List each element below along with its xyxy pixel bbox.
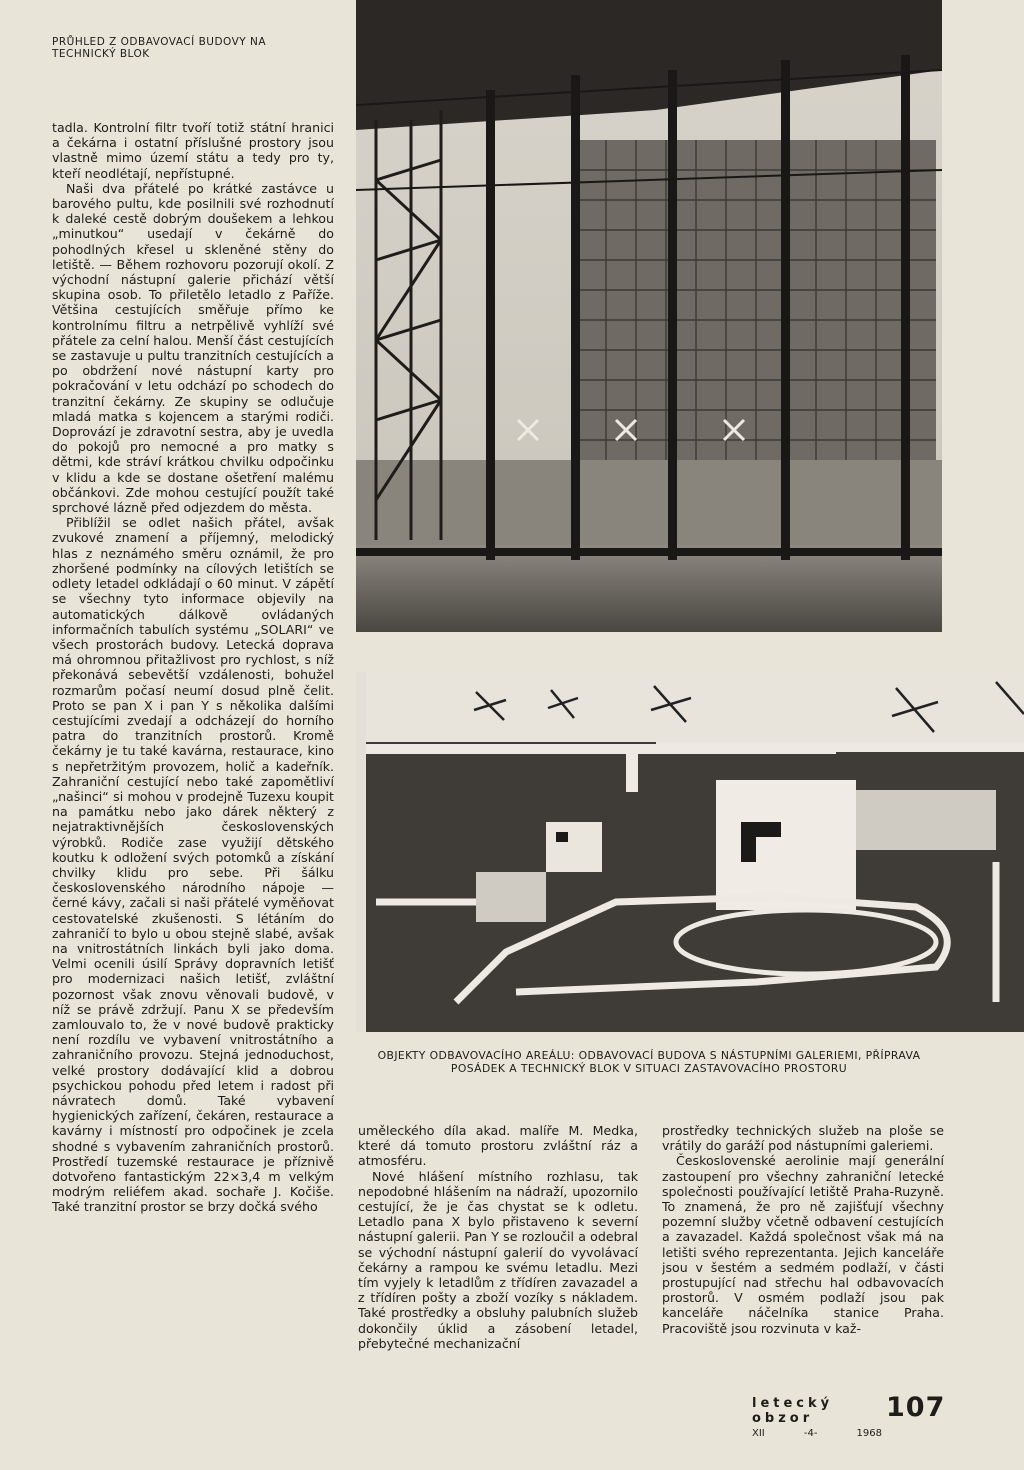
text-column-left [52, 120, 334, 1375]
year: 1968 [856, 1428, 882, 1439]
issue-line [752, 1428, 882, 1439]
text-column-right [662, 1123, 944, 1378]
issue-number: -4- [803, 1428, 818, 1439]
text-column-middle [358, 1123, 638, 1378]
paragraph: Naši dva přátelé po krátké zastávce u barového pultu, kde posilnili své rozhodnutí k daleké cestě dobrým doušekem a lehkou „minutkou“ usedají v čekárně do pohodlných křesel u skleněné stěny do letiště. — Během rozhovoru pozorují okolí. Z východní nástupní galerie přichází větší skupina osob. To přiletělo letadlo z Paříže. Většina cestujících směřuje přímo ke kontrolnímu filtru a netrpělivě vyhlíží své přátele za celní halou. Menší část cestujících se zastavuje u pultu tranzitních cestujících a po obdržení nové nástupní karty pro pokračování v letu odchází po schodech do tranzitní čekárny. Ze skupiny se odlučuje mladá matka s kojencem a starými rodiči. Doprovází je zdravotní sestra, aby je uvedla do pokojů pro nemocné a pro matky s dětmi, kde stráví krátkou chvilku odpočinku v klidu a kde se dostane ošetření malému občánkovi. Zde mohou cestující použít také sprchové lázně před odjezdem do města. [52, 180, 334, 516]
paragraph: uměleckého díla akad. malíře M. Medka, které dá tomuto prostoru zvláštní ráz a atmosféru. [358, 1123, 638, 1169]
magazine-footer [752, 1396, 882, 1439]
site-plan-drawing [356, 672, 1024, 1032]
magazine-name: letecký obzor [752, 1396, 834, 1426]
paragraph: prostředky technických služeb na ploše se vrátily do garáží pod nástupními galeriemi. [662, 1123, 944, 1154]
paragraph: Nové hlášení místního rozhlasu, tak nepodobné hlášením na nádraží, upozornilo cestující, že je čas chystat se k odletu. Letadlo pana X bylo přistaveno k severní nástupní galerii. Pan Y se rozloučil a odebral se východní nástupní galerií do vyvolávací čekárny a rampou ke svému letadlu. Mezi tím vyjely k letadlům z třídíren zavazadel a z třídíren pošty a zboží vozíky s nákladem. Také prostředky a obsluhy palubních služeb dokončily úklid a zásobení letadel, přebytečné mechanizační [358, 1168, 638, 1351]
page-number: 107 [886, 1392, 946, 1423]
terminal-window-photo [356, 0, 942, 632]
paragraph: tadla. Kontrolní filtr tvoří totiž státní hranici a čekárna i ostatní příslušné prostory jsou vlastně mimo území státu a tedy pro ty, kteří neodlétají, nepřístupné. [52, 120, 334, 181]
photo-caption: PRŮHLED Z ODBAVOVACÍ BUDOVY NA TECHNICKÝ BLOK [52, 36, 267, 60]
paragraph: Československé aerolinie mají generální zastoupení pro všechny zahraniční letecké společnosti používající letiště Praha-Ruzyně. To znamená, že pro ně zajišťují všechny pozemní služby včetně odbavení cestujících a zavazadel. Každá společnost však má na letišti svého reprezentanta. Jejich kanceláře jsou v šestém a sedmém podlaží, v části prostupující nad střechu hal odbavovacích prostorů. V osmém podlaží jsou pak kanceláře náčelníka stanice Praha. Pracoviště jsou rozvinuta v kaž- [662, 1153, 944, 1336]
paragraph: Přiblížil se odlet našich přátel, avšak zvukové znamení a příjemný, melodický hlas z neznámého směru oznámil, že pro zhoršené podmínky na cílových letištích se odlety letadel odkládají o 60 minut. V zápětí se všechny tyto informace objevily na automatických dálkově ovládaných informačních tabulích systému „SOLARI“ ve všech prostorách budovy. Letecká doprava má ohromnou přitažlivost pro rychlost, s níž překonává sebevětší vzdálenosti, bohužel rozmarům počasí neumí dosud plně čelit. Proto se pan X i pan Y s několika dalšími cestujícími zvedají a odcházejí do horního patra do tranzitních prostorů. Kromě čekárny je tu také kavárna, restaurace, kino s nepřetržitým provozem, holič a kadeřník. Zahraniční cestující nebo také zapomětliví „našinci“ si mohou v prodejně Tuzexu koupit na památku nebo jako dárek některý z nejatraktivnějších československých výrobků. Rodiče zase využijí dětského koutku k odložení svých potomků a získání chvilky klidu pro sebe. Při šálku československého národního nápoje — černé kávy, začali si naši přátelé vyměňovat cestovatelské zkušenosti. S létáním do zahraničí to bylo u obou stejně slabé, avšak na vnitrostátních linkách byli jako doma. Velmi ocenili úsilí Správy dopravních letišť pro modernizaci našich letišť, zvláštní pozornost však znovu věnovali budově, v níž se právě zdržují. Panu X se především zamlouvalo to, že v nové budově prakticky není rozdílu ve vybavení vnitrostátního a zahraničního provozu. Stejná jednoduchost, velké prostory dodávající klid a dobrou psychickou pohodu před letem i radost při návratech domů. Také vybavení hygienických zařízení, čekáren, restaurace a kavárny i místností pro odpočinek je zcela shodné s vybavením zahraničních prostorů. Prostředí tuzemské restaurace je příznivě dotvořeno fantastickým 22×3,4 m velkým modrým reliéfem akad. sochaře J. Kočiše. Také tranzitní prostor se brzy dočká svého [52, 515, 334, 1215]
plan-caption: OBJEKTY ODBAVOVACÍHO AREÁLU: ODBAVOVACÍ BUDOVA S NÁSTUPNÍMI GALERIEMI, PŘÍPRAVA POSÁDEK A TECHNICKÝ BLOK V SITUACI ZASTAVOVACÍHO PROSTORU [377, 1049, 921, 1075]
volume: XII [752, 1428, 765, 1439]
